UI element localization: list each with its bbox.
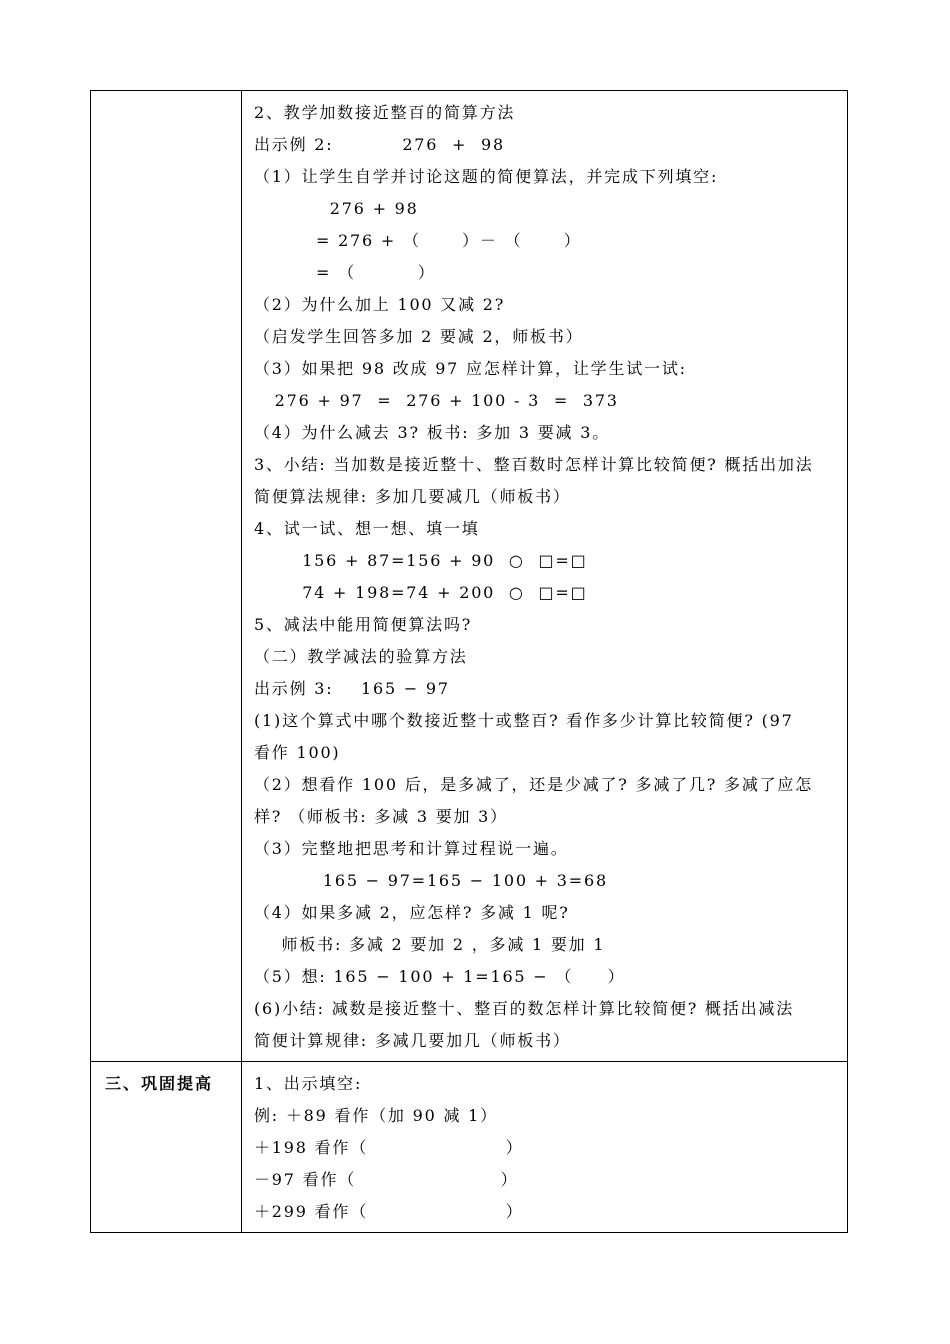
text-line: 师板书: 多减 2 要加 2 ，多减 1 要加 1 bbox=[254, 935, 606, 954]
text-line: （2）想看作 100 后，是多减了，还是少减了? 多减了几? 多减了应怎 bbox=[254, 775, 814, 794]
text-line: （3）完整地把思考和计算过程说一遍。 bbox=[254, 839, 569, 858]
text-line: (1)这个算式中哪个数接近整十或整百? 看作多少计算比较简便? (97 bbox=[254, 711, 794, 730]
text-line: 出示例 3: 165 − 97 bbox=[254, 679, 450, 698]
text-line: 4、试一试、想一想、填一填 bbox=[254, 519, 480, 538]
row-label-cell bbox=[91, 1062, 242, 1233]
row-label: 三、巩固提高 bbox=[105, 1074, 214, 1093]
teaching-row bbox=[91, 91, 848, 1062]
text-line: 3、小结: 当加数是接近整十、整百数时怎样计算比较简便? 概括出加法 bbox=[254, 455, 814, 474]
lesson-plan-table bbox=[90, 90, 848, 1233]
text-line: 276 + 97 = 276 + 100 - 3 = 373 bbox=[254, 391, 619, 410]
consolidation-row bbox=[91, 1062, 848, 1233]
text-line: 看作 100) bbox=[254, 743, 341, 762]
text-line: 出示例 2: 276 + 98 bbox=[254, 135, 505, 154]
text-line: 74 + 198=74 + 200 ○ □=□ bbox=[254, 583, 588, 602]
text-line: 5、减法中能用简便算法吗? bbox=[254, 615, 473, 634]
row-content-cell bbox=[242, 1062, 848, 1233]
text-line: （5）想: 165 − 100 + 1=165 − （ ） bbox=[254, 967, 626, 986]
text-line: （3）如果把 98 改成 97 应怎样计算，让学生试一试: bbox=[254, 359, 687, 378]
text-line: 1、出示填空: bbox=[254, 1074, 363, 1093]
text-line: 样? （师板书: 多减 3 要加 3） bbox=[254, 807, 508, 826]
text-line: （二）教学减法的验算方法 bbox=[254, 647, 468, 666]
text-line: ＋299 看作（ ） bbox=[254, 1202, 524, 1221]
text-line: （2）为什么加上 100 又减 2? bbox=[254, 295, 506, 314]
text-line: 156 + 87=156 + 90 ○ □=□ bbox=[254, 551, 588, 570]
row-content-cell bbox=[242, 91, 848, 1062]
text-line: 简便算法规律: 多加几要减几（师板书） bbox=[254, 487, 571, 506]
text-line: 例: ＋89 看作（加 90 减 1） bbox=[254, 1106, 498, 1125]
row-label bbox=[91, 91, 241, 129]
text-line: 2、教学加数接近整百的简算方法 bbox=[254, 103, 516, 122]
text-line: = 276 + （ ）－ （ ） bbox=[254, 231, 582, 250]
content-lines bbox=[242, 1062, 847, 1232]
content-lines bbox=[242, 91, 847, 1061]
text-line: （启发学生回答多加 2 要减 2，师板书） bbox=[254, 327, 584, 346]
text-line: 简便计算规律: 多减几要加几（师板书） bbox=[254, 1031, 571, 1050]
text-line: （1）让学生自学并讨论这题的简便算法，并完成下列填空: bbox=[254, 167, 719, 186]
row-label-cell bbox=[91, 91, 242, 1062]
text-line: ＋198 看作（ ） bbox=[254, 1138, 524, 1157]
text-line: (6)小结: 减数是接近整十、整百的数怎样计算比较简便? 概括出减法 bbox=[254, 999, 795, 1018]
text-line: （4）如果多减 2，应怎样? 多减 1 呢? bbox=[254, 903, 570, 922]
text-line: （4）为什么减去 3? 板书: 多加 3 要减 3。 bbox=[254, 423, 611, 442]
text-line: －97 看作（ ） bbox=[254, 1170, 519, 1189]
text-line: = （ ） bbox=[254, 263, 436, 282]
text-line: 276 + 98 bbox=[254, 199, 419, 218]
text-line: 165 − 97=165 − 100 + 3=68 bbox=[254, 871, 608, 890]
